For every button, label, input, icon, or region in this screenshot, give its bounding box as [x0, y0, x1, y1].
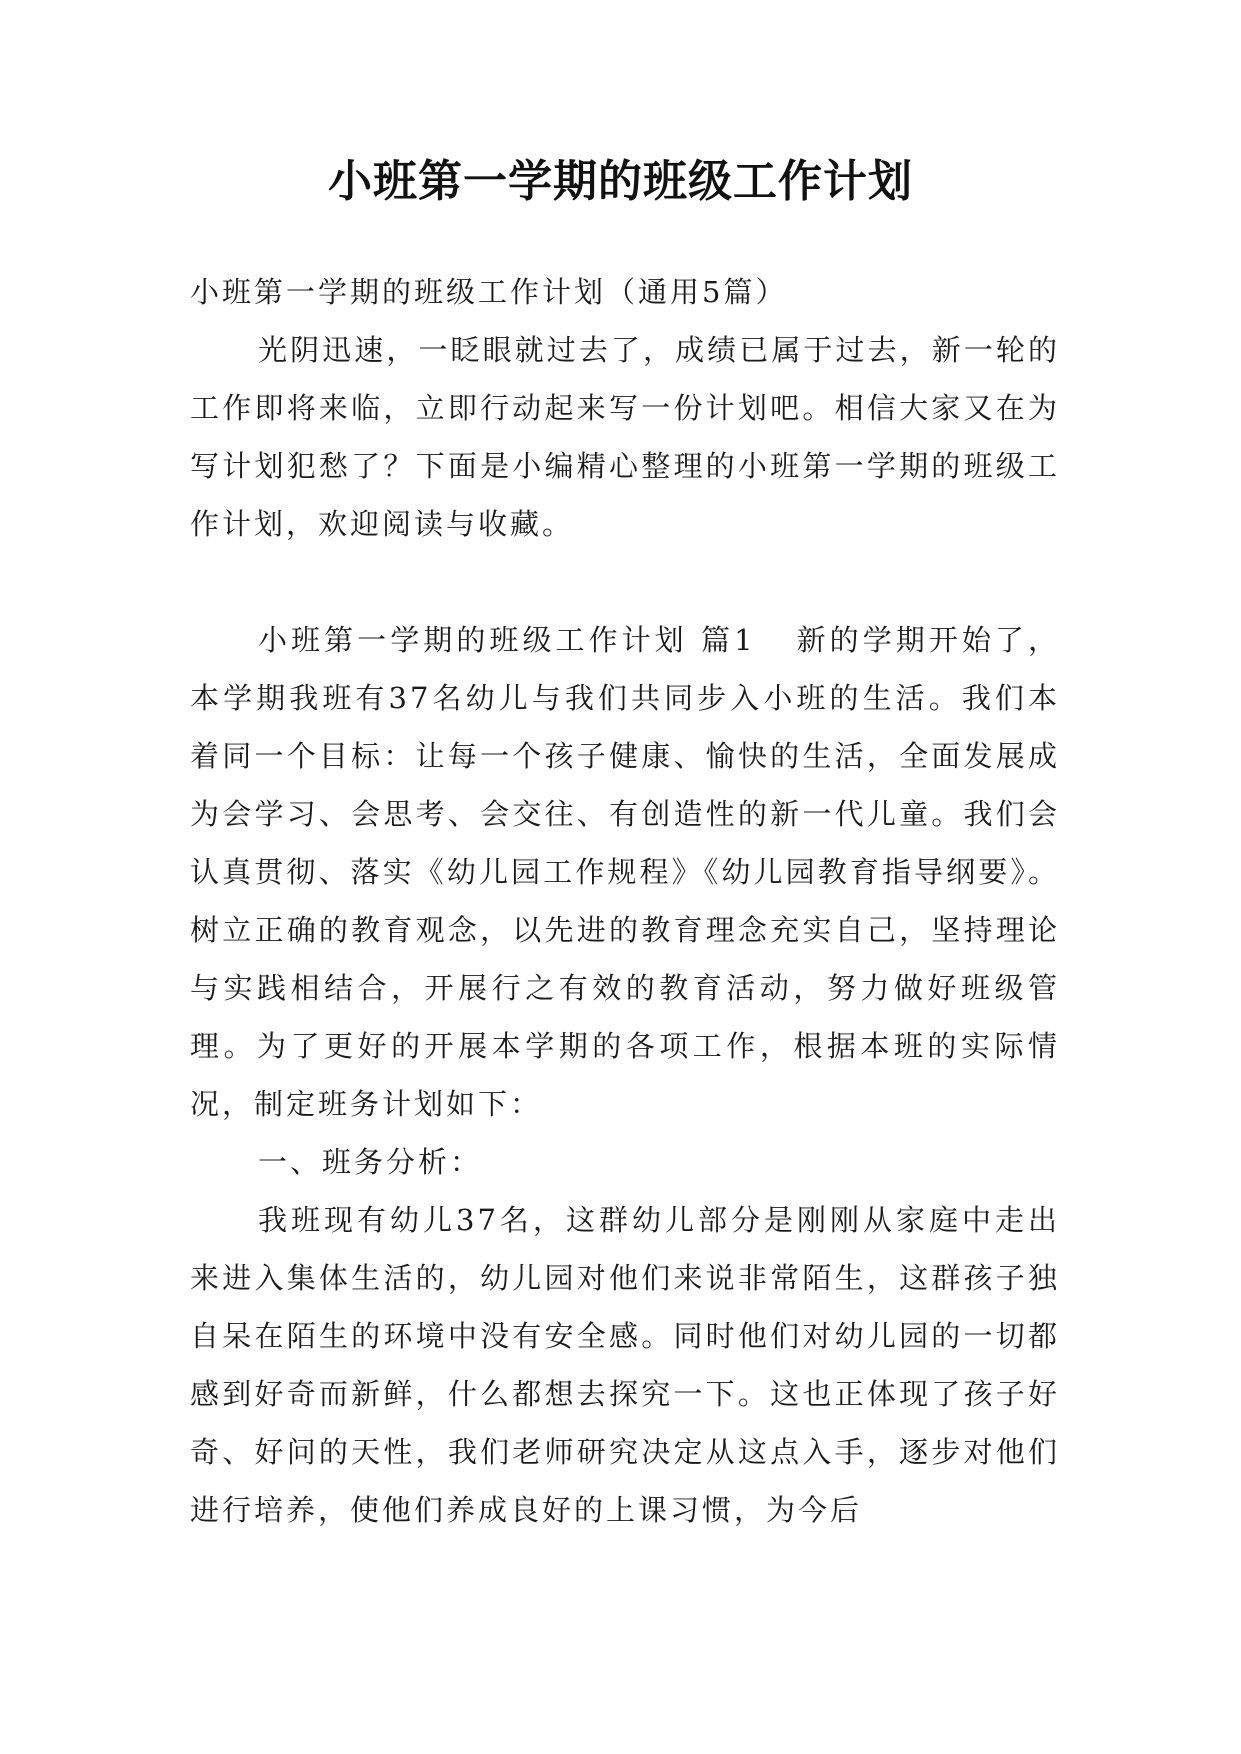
- section-1-paragraph: [190, 611, 1060, 1133]
- section-1-heading: 小班第一学期的班级工作计划 篇1: [258, 623, 756, 657]
- document-body: [190, 263, 1060, 1539]
- subheading-class-analysis: 一、班务分析：: [258, 1145, 483, 1179]
- class-analysis-paragraph: 我班现有幼儿37名，这群幼儿部分是刚刚从家庭中走出来进入集体生活的，幼儿园对他们来说非常陌生，这群孩子独自呆在陌生的环境中没有安全感。同时他们对幼儿园的一切都感到好奇而新鲜，什么都想去探究一下。这也正体现了孩子好奇、好问的天性，我们老师研究决定从这点入手，逐步对他们进行培养，使他们养成良好的上课习惯，为今后: [190, 1203, 1060, 1527]
- section-1-text: 新的学期开始了，本学期我班有37名幼儿与我们共同步入小班的生活。我们本着同一个目标：让每一个孩子健康、愉快的生活，全面发展成为会学习、会思考、会交往、有创造性的新一代儿童。我们会认真贯彻、落实《幼儿园工作规程》《幼儿园教育指导纲要》。树立正确的教育观念，以先进的教育理念充实自己，坚持理论与实践相结合，开展行之有效的教育活动，努力做好班级管理。为了更好的开展本学期的各项工作，根据本班的实际情况，制定班务计划如下：: [190, 623, 1060, 1121]
- paragraph-spacer: [190, 553, 1060, 611]
- document-subtitle: 小班第一学期的班级工作计划（通用5篇）: [190, 275, 788, 309]
- page-title: 小班第一学期的班级工作计划: [328, 156, 913, 207]
- intro-paragraph: 光阴迅速，一眨眼就过去了，成绩已属于过去，新一轮的工作即将来临，立即行动起来写一份计划吧。相信大家又在为写计划犯愁了？下面是小编精心整理的小班第一学期的班级工作计划，欢迎阅读与收藏。: [190, 333, 1060, 541]
